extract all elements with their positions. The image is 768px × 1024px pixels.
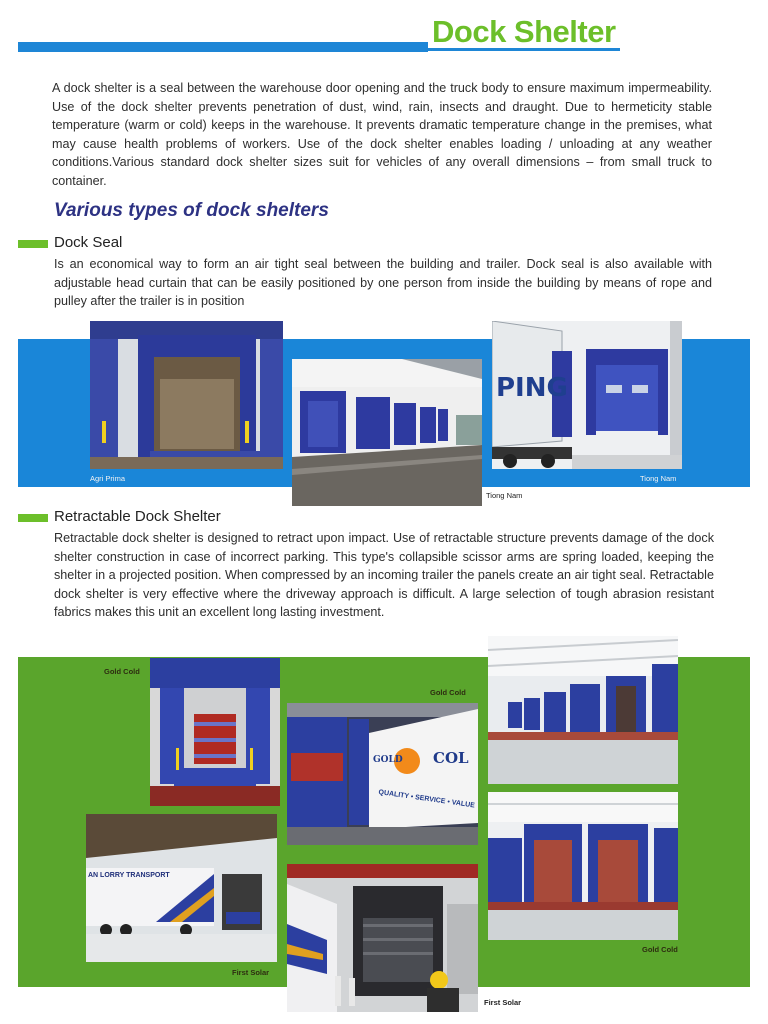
truck-lettering-tagline: QUALITY • SERVICE • VALUE: [378, 789, 476, 810]
truck-lettering-lorry: AN LORRY TRANSPORT: [88, 872, 170, 879]
photo-first-solar-dock: [287, 864, 478, 1012]
photo-tiong-nam: [492, 321, 682, 469]
photo-dock-row: [292, 359, 482, 506]
photo-agri-prima: [90, 321, 283, 469]
photo-warehouse-interior: [488, 636, 678, 784]
truck-lettering-gold: GOLD: [373, 755, 403, 765]
dock-seal-heading: Dock Seal: [54, 234, 123, 251]
section-heading: Various types of dock shelters: [54, 200, 329, 221]
photo-gold-cold-door: [150, 658, 280, 806]
caption-gold-cold-3: Gold Cold: [642, 945, 678, 954]
retractable-marker: [18, 514, 48, 522]
dock-seal-paragraph: Is an economical way to form an air tight seal between the building and trailer. Dock seal is also available with adjustable head curtain that can be easily positioned by one person from inside the building by means of rope and pulley after the trailer is in position: [54, 257, 712, 309]
caption-first-solar-1: First Solar: [232, 968, 270, 977]
caption-agri-prima: Agri Prima: [90, 474, 126, 483]
retractable-heading: Retractable Dock Shelter: [54, 508, 221, 525]
caption-tiong-nam-1: Tiong Nam: [486, 491, 523, 500]
caption-first-solar-2: First Solar: [484, 998, 522, 1007]
photo-gold-cold-interior: [488, 792, 678, 940]
header-blue-bar: [18, 42, 428, 52]
caption-gold-cold-1: Gold Cold: [104, 667, 140, 676]
page-title: Dock Shelter: [432, 14, 616, 49]
dock-seal-marker: [18, 240, 48, 248]
truck-lettering-col: COL: [433, 749, 469, 767]
photo-first-solar-truck: [86, 814, 277, 962]
photo-gold-cold-truck: [287, 703, 478, 845]
retractable-paragraph: Retractable dock shelter is designed to retract upon impact. Use of retractable structure prevents damage of the dock shelter construction in case of incorrect parking. This type's collapsible scissor arms are spring loaded, keeping the shelter in a projected position. When compressed by an incoming trailer the panels create an air tight seal. Retractable dock shelter is very effective where the driveway approach is difficult. A large selection of tough abrasion resistant fabrics makes this unit an excellent long lasting investment.: [54, 531, 714, 620]
caption-gold-cold-2: Gold Cold: [430, 688, 466, 697]
truck-lettering-ping: PING: [496, 373, 568, 403]
intro-paragraph: A dock shelter is a seal between the warehouse door opening and the truck body to ensure maximum impermeability. Use of the dock shelter prevents penetration of dust, wind, rain, insects and draught. Due to hermeticity stable temperature (warm or cold) keeps in the warehouse. It prevents dramatic temperature change in the premises, what may cause health problems of workers. Use of the dock shelter enables loading / unloading at any weather conditions.Various standard dock shelter sizes suit for vehicles of any overall dimensions – from small truck to container.: [52, 81, 712, 188]
caption-tiong-nam-2: Tiong Nam: [640, 474, 677, 483]
